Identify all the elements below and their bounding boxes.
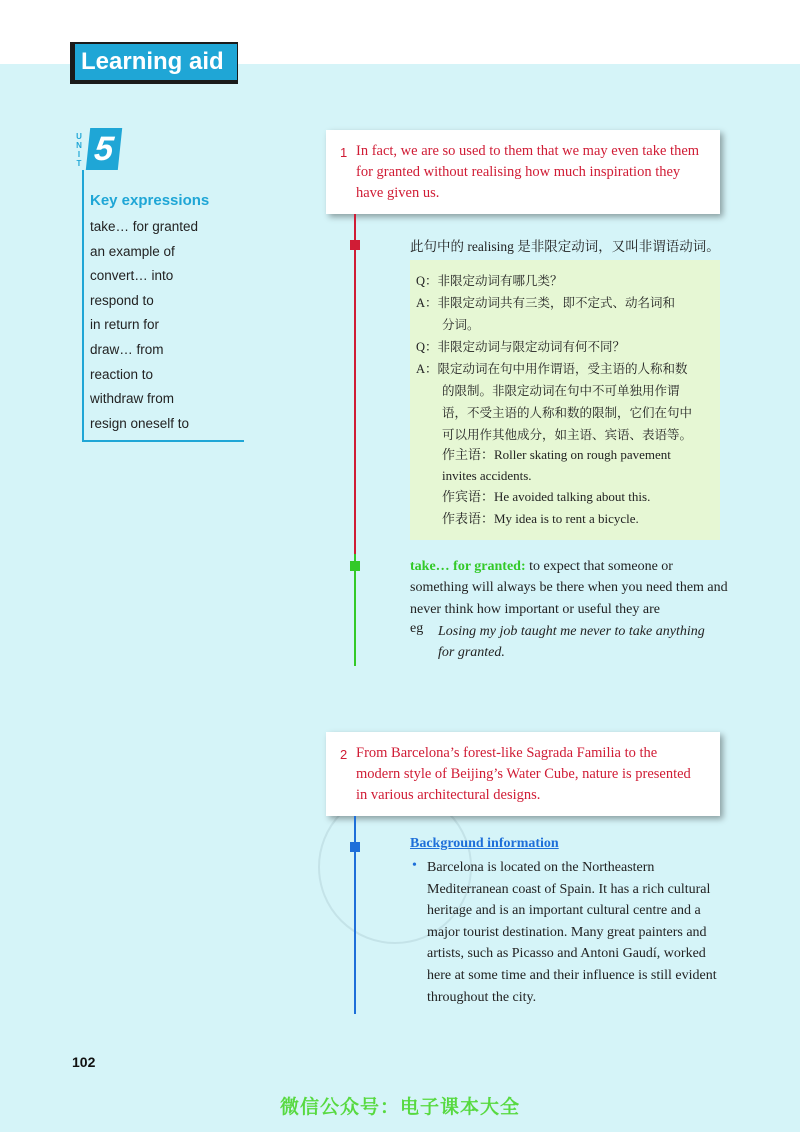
key-expression-item: in return for [90, 317, 160, 333]
watermark-text: 微信公众号：电子课本大全 [279, 1096, 520, 1118]
key-expression-item: convert… into [90, 268, 174, 284]
key-expression-item: draw… from [90, 341, 164, 357]
green-square-marker [350, 561, 360, 571]
definition-block [410, 556, 730, 620]
key-expression-item: an example of [90, 243, 175, 259]
qa-line: 作主语：Roller skating on rough pavement [442, 447, 671, 462]
red-square-marker [350, 240, 360, 250]
sentence-1-text: In fact, we are so used to them that we may even take them for granted without realising how much inspiration they have given us. [356, 143, 700, 201]
key-expressions-title: Key expressions [90, 192, 210, 209]
qa-line: A：限定动词在句中用作谓语，受主语的人称和数 [416, 362, 688, 376]
sentence-2-text: From Barcelona’s forest-like Sagrada Familia to the modern style of Beijing’s Water Cube, nature is presented in various architectural designs. [356, 745, 691, 803]
qa-line: Q：非限定动词有哪几类？ [416, 274, 563, 288]
bullet-icon: • [412, 858, 417, 873]
sidebar-divider-vertical [82, 170, 84, 442]
unit-number: 5 [86, 128, 122, 170]
qa-line: 的限制。非限定动词在句中不可单独用作谓 [442, 384, 680, 398]
key-expression-item: reaction to [90, 366, 154, 382]
key-expressions-list [90, 218, 198, 439]
key-expression-item: take… for granted [90, 219, 199, 234]
key-expression-item: withdraw from [90, 391, 175, 407]
qa-line: 语，不受主语的人称和数的限制，它们在句中 [442, 406, 693, 420]
sentence-2-box [326, 732, 720, 816]
unit-label: U N I T [76, 132, 82, 168]
example-label: eg [410, 621, 424, 636]
definition-text: to expect that someone or something will always be there when you need them and never think how important or useful they are [410, 559, 728, 617]
qa-line: Q：非限定动词与限定动词有何不同？ [416, 340, 626, 354]
qa-line: 可以用作其他成分，如主语、宾语、表语等。 [442, 428, 693, 442]
qa-line: A：非限定动词共有三类，即不定式、动名词和 [416, 296, 676, 310]
background-info-text: Barcelona is located on the Northeastern Mediterranean coast of Spain. It has a rich cultural heritage and is an important cultural centre and a major tourist destination. Many great painters and artists, such as Picasso and Antoni Gaudí, worked here at some time and their influence is still evident throughout the city. [427, 860, 717, 1005]
red-guide-line [354, 214, 356, 554]
qa-line: 分词。 [442, 318, 480, 332]
page-number: 102 [72, 1054, 96, 1070]
qa-line: 作表语：My idea is to rent a bicycle. [442, 511, 639, 526]
section-title: Learning aid [75, 44, 237, 80]
sidebar-divider-horizontal [82, 440, 244, 442]
sentence-1-number: 1 [340, 145, 348, 160]
sentence-1-box [326, 130, 720, 214]
qa-box [410, 260, 720, 540]
definition-term: take… for granted: [410, 559, 526, 574]
example-sentence: Losing my job taught me never to take anything for granted. [438, 624, 705, 661]
background-info-title: Background information [410, 836, 559, 851]
key-expression-item: respond to [90, 292, 154, 308]
key-expression-item: resign oneself to [90, 415, 190, 431]
blue-square-marker [350, 842, 360, 852]
qa-line: invites accidents. [442, 468, 532, 483]
sentence-2-number: 2 [340, 747, 348, 762]
grammar-note: 此句中的 realising 是非限定动词，又叫非谓语动词。 [410, 239, 720, 254]
qa-line: 作宾语：He avoided talking about this. [442, 489, 651, 504]
